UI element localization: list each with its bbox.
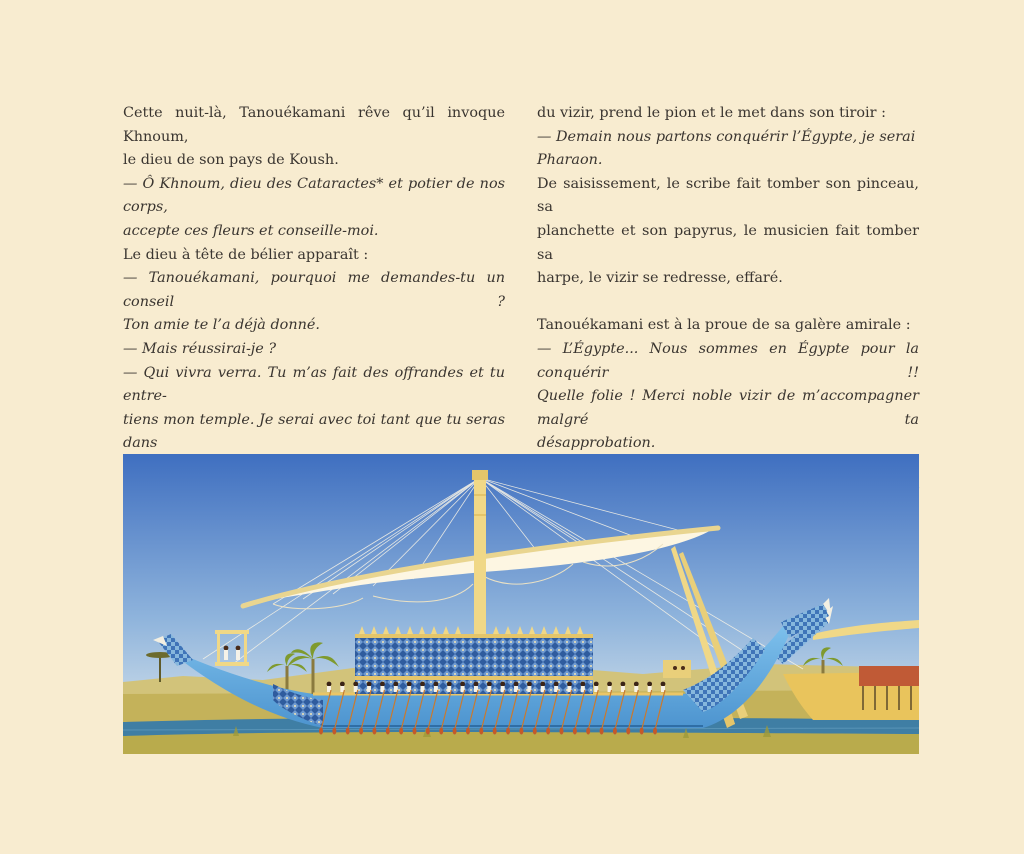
river-bank	[123, 732, 919, 754]
text-line: — Mais réussirai-je ?	[123, 340, 277, 357]
oar-blade	[386, 728, 390, 735]
text-line	[537, 291, 919, 315]
oar-blade	[372, 728, 376, 735]
text-line: tiens mon temple. Je serai avec toi tant que tu seras dans	[123, 411, 505, 452]
rower	[433, 682, 438, 687]
oar-blade	[346, 728, 350, 735]
oar-blade	[493, 728, 497, 735]
rower	[607, 682, 612, 687]
rower	[447, 682, 452, 687]
oar-blade	[359, 728, 363, 735]
stern-cabin	[663, 660, 691, 678]
rower	[554, 682, 559, 687]
rower	[393, 682, 398, 687]
text-line: Quelle folie ! Merci noble vizir de m’accompagner malgré ta	[537, 388, 919, 428]
oar-blade	[573, 728, 577, 735]
galley-illustration	[123, 454, 919, 754]
rower	[460, 682, 465, 687]
rower	[474, 682, 479, 687]
oar-blade	[453, 728, 457, 735]
text-line: désapprobation.	[537, 435, 656, 452]
text-line: accepte ces fleurs et conseille-moi.	[123, 222, 379, 239]
oar-blade	[640, 728, 644, 735]
rower	[634, 682, 639, 687]
oar-blade	[399, 728, 403, 735]
oar-blade	[332, 728, 336, 735]
text-line: — Qui vivra verra. Tu m’as fait des offrandes et tu entre-	[123, 364, 505, 405]
oar-blade	[559, 728, 563, 735]
oar-blade	[533, 728, 537, 735]
rower	[407, 682, 412, 687]
oar-blade	[653, 728, 657, 735]
rower	[380, 682, 385, 687]
rower	[353, 682, 358, 687]
rower	[647, 682, 652, 687]
text-line: De saisissement, le scribe fait tomber son pinceau, sa	[537, 175, 919, 216]
rower	[487, 682, 492, 687]
oar-blade	[613, 728, 617, 735]
text-line: — Ô Khnoum, dieu des Cataractes* et potier de nos corps,	[123, 175, 505, 216]
oar-blade	[466, 728, 470, 735]
rower	[540, 682, 545, 687]
oar-blade	[413, 728, 417, 735]
rower	[514, 682, 519, 687]
oar-blade	[479, 728, 483, 735]
rower	[500, 682, 505, 687]
text-line: — Demain nous partons conquérir l’Égypte, je serai Pharaon.	[537, 128, 916, 169]
text-line: Ton amie te l’a déjà donné.	[123, 317, 320, 334]
rower	[340, 682, 345, 687]
oar-blade	[519, 728, 523, 735]
oar-blade	[546, 728, 550, 735]
oar-blade	[426, 728, 430, 735]
oar-blade	[586, 728, 590, 735]
text-line: Tanouékamani est à la proue de sa galère amirale :	[537, 317, 911, 334]
rower	[567, 682, 572, 687]
oar-blade	[439, 728, 443, 735]
text-line: planchette et son papyrus, le musicien fait tomber sa	[537, 222, 919, 263]
text-line: — Tanouékamani, pourquoi me demandes-tu un conseil ?	[123, 270, 505, 310]
oar-blade	[600, 728, 604, 735]
rower	[661, 682, 666, 687]
text-line: le dieu de son pays de Koush.	[123, 152, 339, 169]
rower	[621, 682, 626, 687]
oar-blade	[319, 728, 323, 735]
text-line: Cette nuit-là, Tanouékamani rêve qu’il invoque Khnoum,	[123, 105, 505, 145]
rower	[420, 682, 425, 687]
rower	[527, 682, 532, 687]
rower	[327, 682, 332, 687]
text-line: harpe, le vizir se redresse, effaré.	[537, 270, 783, 287]
rower	[594, 682, 599, 687]
oar-blade	[626, 728, 630, 735]
oar-blade	[506, 728, 510, 735]
rower	[367, 682, 372, 687]
rower	[580, 682, 585, 687]
text-line: — L’Égypte... Nous sommes en Égypte pour la conquérir !!	[537, 340, 919, 381]
text-line: Le dieu à tête de bélier apparaît :	[123, 246, 369, 263]
text-line: du vizir, prend le pion et le met dans son tiroir :	[537, 105, 886, 121]
